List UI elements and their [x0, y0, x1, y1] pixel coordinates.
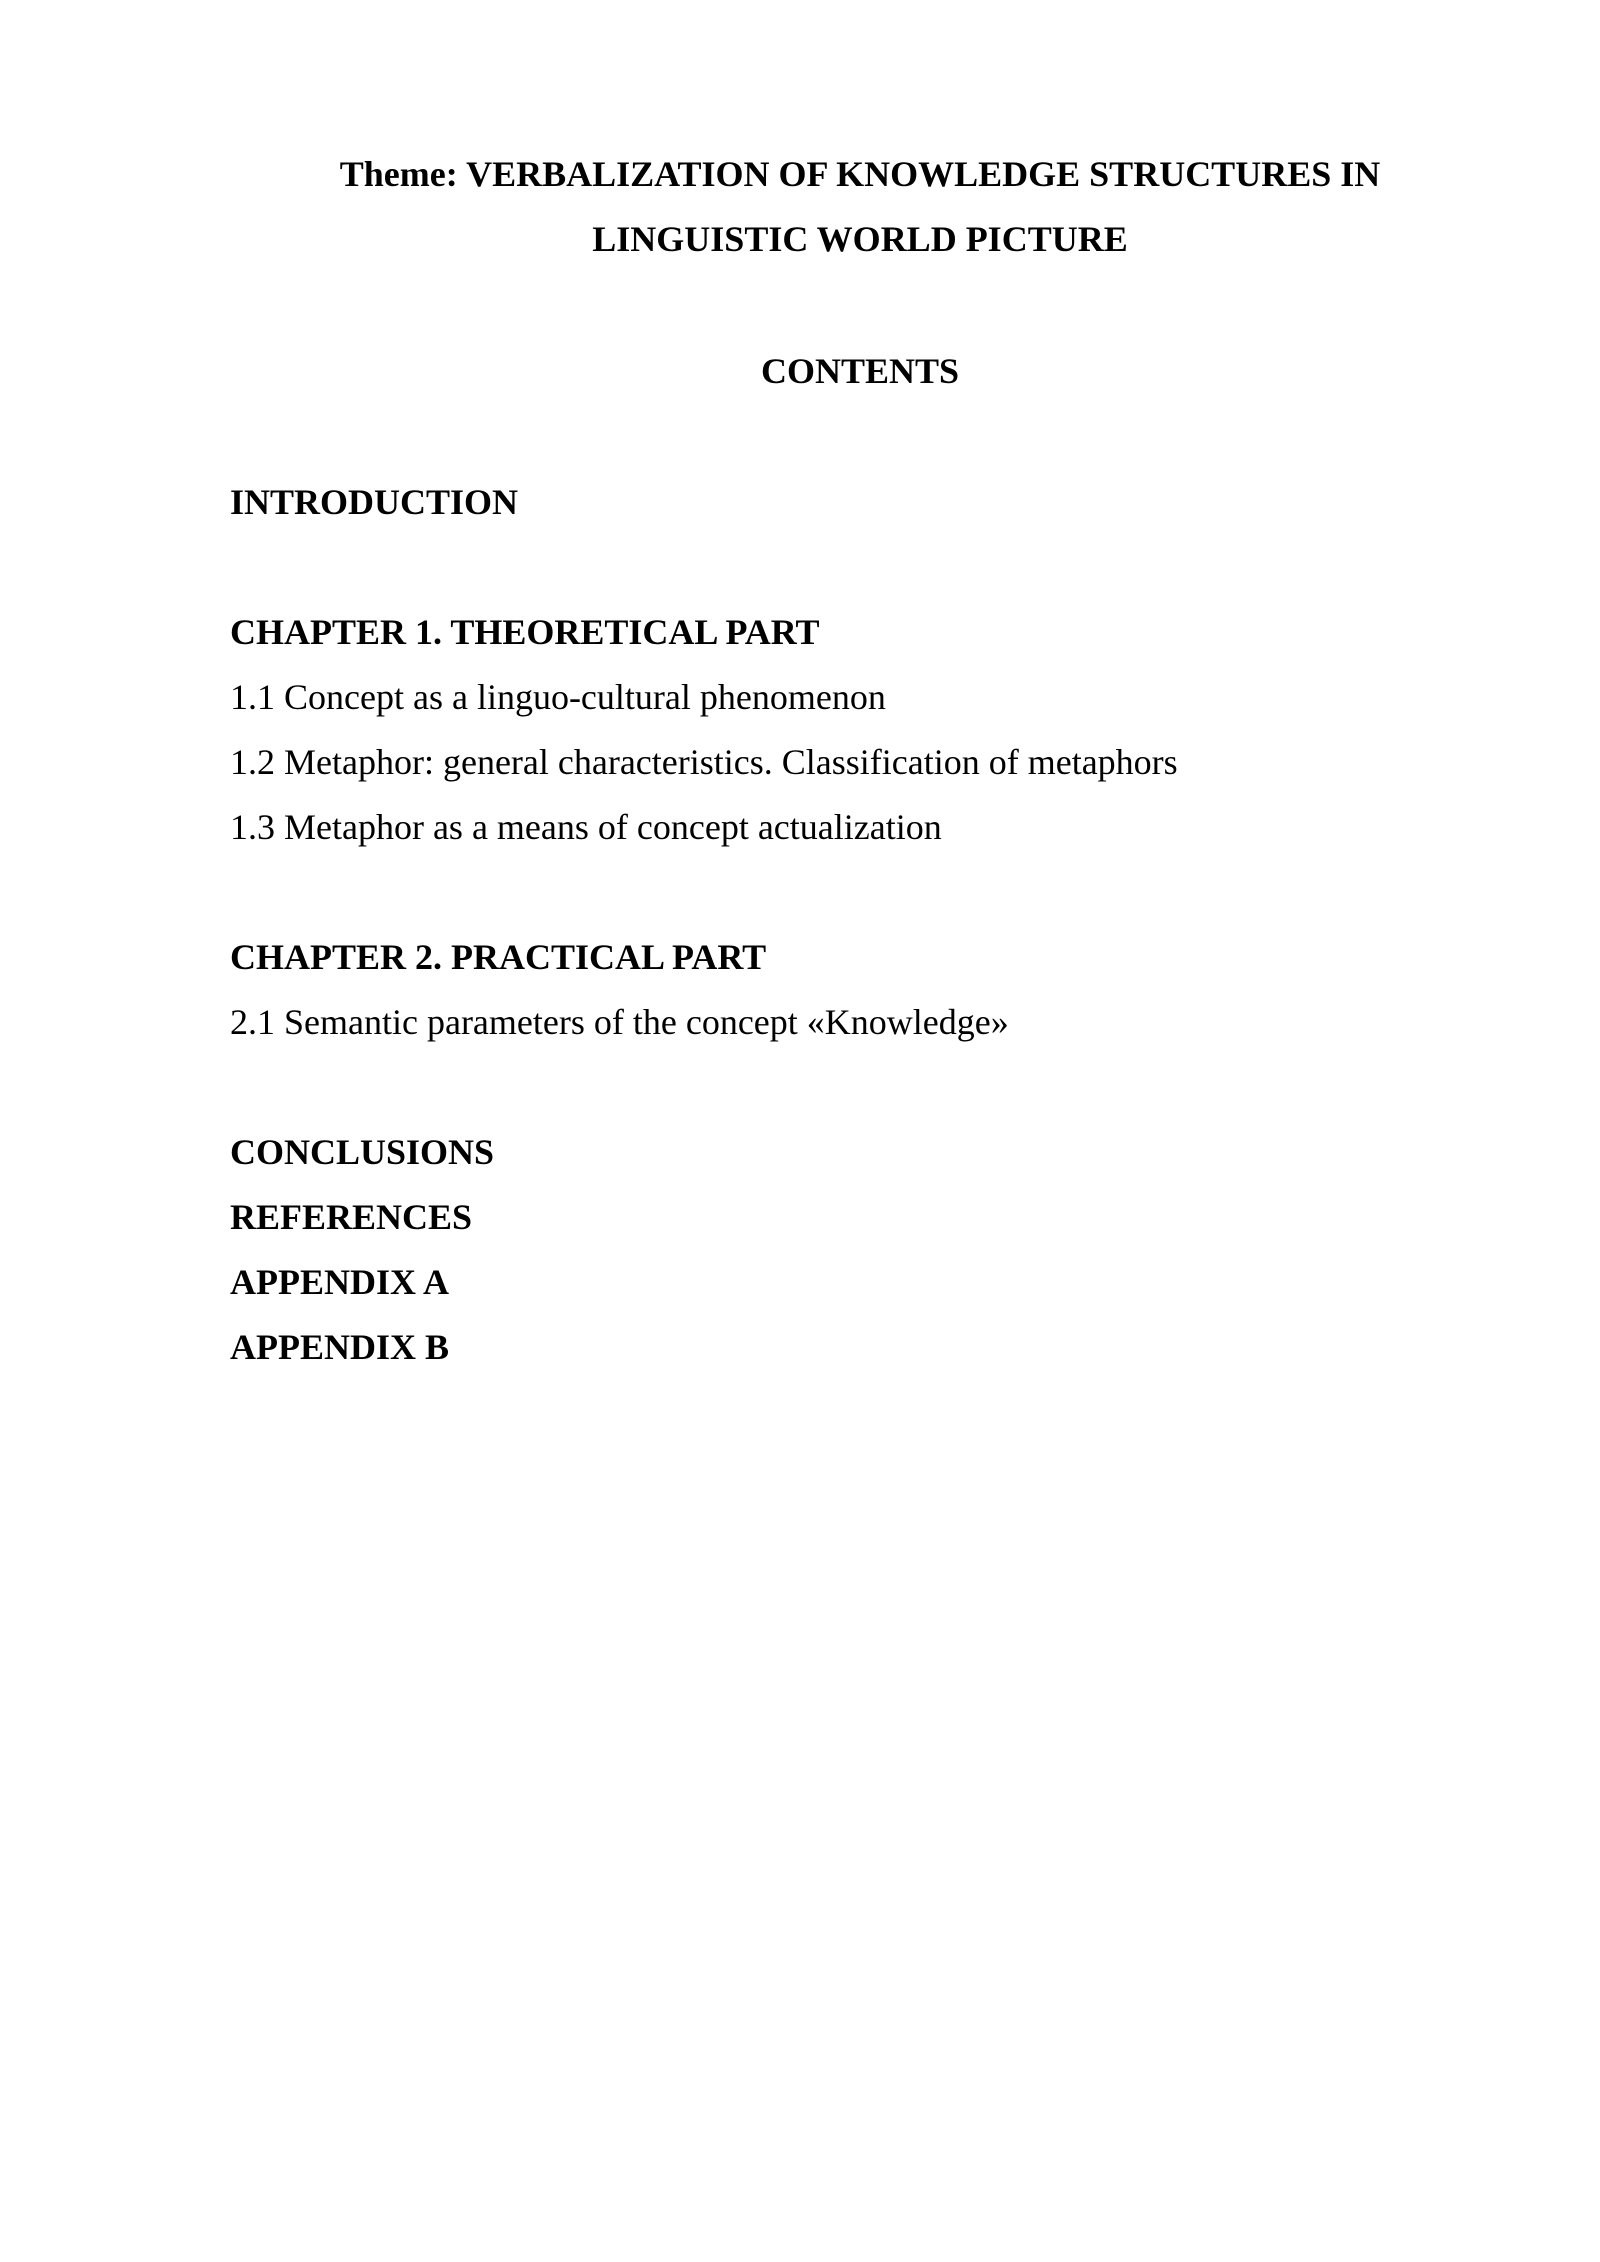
toc-appendix-a: APPENDIX A [230, 1262, 450, 1302]
toc-section-1-2: 1.2 Metaphor: general characteristics. Classification of metaphors [230, 742, 1178, 782]
contents-heading: CONTENTS [760, 351, 960, 391]
document-title [230, 142, 1490, 272]
table-of-contents [230, 470, 1530, 1380]
toc-section-1-3: 1.3 Metaphor as a means of concept actualization [230, 807, 942, 847]
toc-chapter-1: CHAPTER 1. THEORETICAL PART [230, 612, 820, 652]
toc-conclusions: CONCLUSIONS [230, 1132, 495, 1172]
title-line-1: Theme: VERBALIZATION OF KNOWLEDGE STRUCTURES IN [339, 154, 1381, 194]
title-line-2: LINGUISTIC WORLD PICTURE [592, 219, 1128, 259]
toc-section-1-1: 1.1 Concept as a linguo-cultural phenomenon [230, 677, 886, 717]
toc-chapter-2: CHAPTER 2. PRACTICAL PART [230, 937, 767, 977]
toc-appendix-b: APPENDIX B [230, 1327, 450, 1367]
toc-references: REFERENCES [230, 1197, 473, 1237]
toc-introduction: INTRODUCTION [230, 482, 519, 522]
toc-section-2-1: 2.1 Semantic parameters of the concept «Knowledge» [230, 1002, 1009, 1042]
